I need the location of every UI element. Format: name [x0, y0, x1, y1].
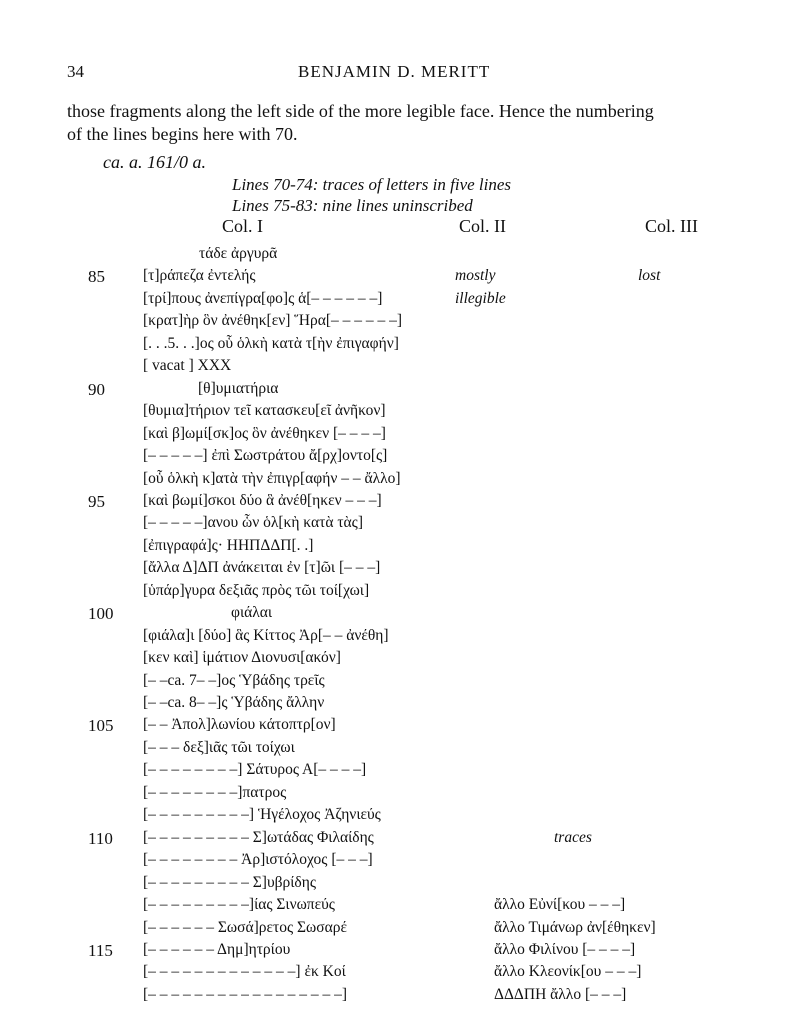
inscription-line [0, 784, 790, 806]
inscription-line [0, 290, 790, 312]
line-number: 85 [88, 267, 105, 287]
inscription-line [0, 694, 790, 716]
inscription-line [0, 919, 790, 941]
inscription-line [0, 425, 790, 447]
inscription-line [0, 761, 790, 783]
col1-text: [– – Ἀπολ]λωνίου κάτοπτρ[ον] [143, 716, 336, 734]
col1-text: [θ]υμιατήρια [198, 379, 279, 397]
inscription-line [0, 739, 790, 761]
col1-text: [καὶ β]ωμί[σκ]ος ὃν ἀνέθηκεν [– – – –] [143, 424, 386, 442]
inscription-date: ca. a. 161/0 a. [103, 152, 206, 172]
col1-text: [κεν καὶ] ἱμάτιον Διονυσι[ακόν] [143, 649, 341, 667]
inscription-line [0, 829, 790, 851]
inscription-line [0, 851, 790, 873]
line-number: 90 [88, 379, 105, 399]
editorial-note-2: Lines 75-83: nine lines uninscribed [232, 196, 473, 215]
inscription-line [0, 559, 790, 581]
col1-text: [. . .5. . .]ος οὗ ὁλκὴ κατὰ τ[ὴν ἐπιγαφήν] [143, 334, 399, 352]
line-number: 110 [88, 828, 113, 848]
inscription-line [0, 986, 790, 1008]
inscription-line [0, 402, 790, 424]
col1-text: [ vacat ] XXX [143, 357, 232, 375]
column-heading-2: Col. II [459, 216, 506, 236]
col1-text: [– –ca. 8– –]ς Ὑβάδης ἄλλην [143, 694, 325, 711]
inscription-line [0, 806, 790, 828]
col1-text: [τ]ράπεζα ἐντελής [143, 267, 256, 285]
col1-text: [θυμια]τήριον τεῖ κατασκευ[εῖ ἀνῆκον] [143, 402, 386, 420]
inscription-line [0, 312, 790, 334]
line-number: 95 [88, 491, 105, 511]
col1-text: [καὶ βωμί]σκοι δύο ἃ ἀνέθ[ηκεν – – –] [143, 491, 382, 509]
col3-text: lost [638, 267, 661, 285]
inscription-line [0, 963, 790, 985]
col1-text: [– – – – – – – –] Σάτυρος Α[– – – –] [143, 761, 367, 779]
col1-text: [οὗ ὁλκὴ κ]ατὰ τὴν ἐπιγρ[αφήν – – ἄλλο] [143, 469, 401, 487]
inscription-line [0, 896, 790, 918]
col1-text: [κρατ]ὴρ ὃν ἀνέθηκ[εν] Ἥρα[– – – – – –] [143, 312, 403, 330]
inscription-line [0, 492, 790, 514]
col1-text: [τρί]πους ἀνεπίγρα[φο]ς ἁ[– – – – – –] [143, 289, 383, 307]
inscription-line [0, 380, 790, 402]
col3-text: traces [554, 828, 592, 846]
col1-text: [– – – – – – – – Ἀρ]ιστόλοχος [– – –] [143, 851, 373, 869]
inscription-line [0, 941, 790, 963]
col1-text: τάδε ἀργυρᾶ [199, 245, 278, 262]
column-heading-1: Col. I [222, 216, 264, 236]
col1-text: [– – – – –] ἐπὶ Σωστράτου ἄ[ρχ]οντο[ς] [143, 447, 388, 465]
inscription-line [0, 627, 790, 649]
inscription-line [0, 514, 790, 536]
inscription-line [0, 604, 790, 626]
col1-text: [– – – – – – – – – Σ]υβρίδης [143, 873, 316, 891]
inscription-line [0, 447, 790, 469]
intro-line-2: of the lines begins here with 70. [67, 124, 298, 144]
column-heading-3: Col. III [645, 216, 698, 236]
inscription-line [0, 357, 790, 379]
inscription-line [0, 672, 790, 694]
line-number: 100 [88, 604, 114, 624]
inscription-line [0, 649, 790, 671]
col2-text: ἄλλο Κλεονίκ[ου – – –] [494, 963, 642, 981]
inscription-line [0, 470, 790, 492]
col1-text: [– – – – – – Σωσά]ρετος Σωσαρέ [143, 918, 347, 936]
line-number: 105 [88, 716, 114, 736]
col2-text: ἄλλο Φιλίνου [– – – –] [494, 940, 636, 958]
col1-text: [ἐπιγραφά]ς· ΗΗΠΔΔΠ[. .] [143, 536, 314, 554]
line-number: 115 [88, 940, 113, 960]
col2-text: ΔΔΔΠΗ ἄλλο [– – –] [494, 985, 627, 1003]
col1-text: [ὑπάρ]γυρα δεξιᾶς πρὸς τῶι τοί[χωι] [143, 581, 370, 599]
inscription-line [0, 874, 790, 896]
col1-text: [– – – – – – – – – Σ]ωτάδας Φιλαίδης [143, 828, 374, 846]
running-header: BENJAMIN D. MERITT [298, 62, 491, 81]
col1-text: [– – – – – – – – –]ίας Σινωπεύς [143, 896, 335, 914]
col1-text: [– – – – – – Δημ]ητρίου [143, 940, 291, 958]
inscription-line [0, 537, 790, 559]
col1-text: [– – – – – – – – – – – – – – – – –] [143, 985, 348, 1003]
col1-text: [– –ca. 7– –]ος Ὑβάδης τρεῖς [143, 671, 325, 689]
col1-text: [– – – – –]ανου ὧν ὁλ[κὴ κατὰ τὰς] [143, 514, 363, 532]
inscription-line [0, 267, 790, 289]
col2-text: ἄλλο Τιμάνωρ ἀν[έθηκεν] [494, 918, 656, 936]
intro-line-1: those fragments along the left side of the more legible face. Hence the numbering [67, 101, 654, 121]
col1-text: [– – – – – – – –]πατρος [143, 783, 287, 801]
inscription-line [0, 716, 790, 738]
inscription-line [0, 245, 790, 267]
editorial-note-1: Lines 70-74: traces of letters in five lines [232, 175, 512, 194]
page-number: 34 [67, 62, 84, 81]
col2-text: ἄλλο Εὐνί[κου – – –] [494, 896, 626, 914]
inscription-line [0, 582, 790, 604]
col2-text: mostly [455, 267, 496, 285]
col1-text: [φιάλα]ι [δύο] ἃς Κίττος Ἀρ[– – ἀνέθη] [143, 626, 389, 644]
col1-text: [– – – δεξ]ιᾶς τῶι τοίχωι [143, 738, 295, 756]
col1-text: [ἄλλα Δ]ΔΠ ἀνάκειται ἐν [τ]ῶι [– – –] [143, 559, 381, 577]
inscription-line [0, 335, 790, 357]
col2-text: illegible [455, 289, 506, 307]
col1-text: φιάλαι [231, 604, 273, 622]
col1-text: [– – – – – – – – – – – – –] ἐκ Κοί [143, 963, 346, 981]
col1-text: [– – – – – – – – –] Ἡγέλοχος Ἀζηνιεύς [143, 806, 381, 824]
